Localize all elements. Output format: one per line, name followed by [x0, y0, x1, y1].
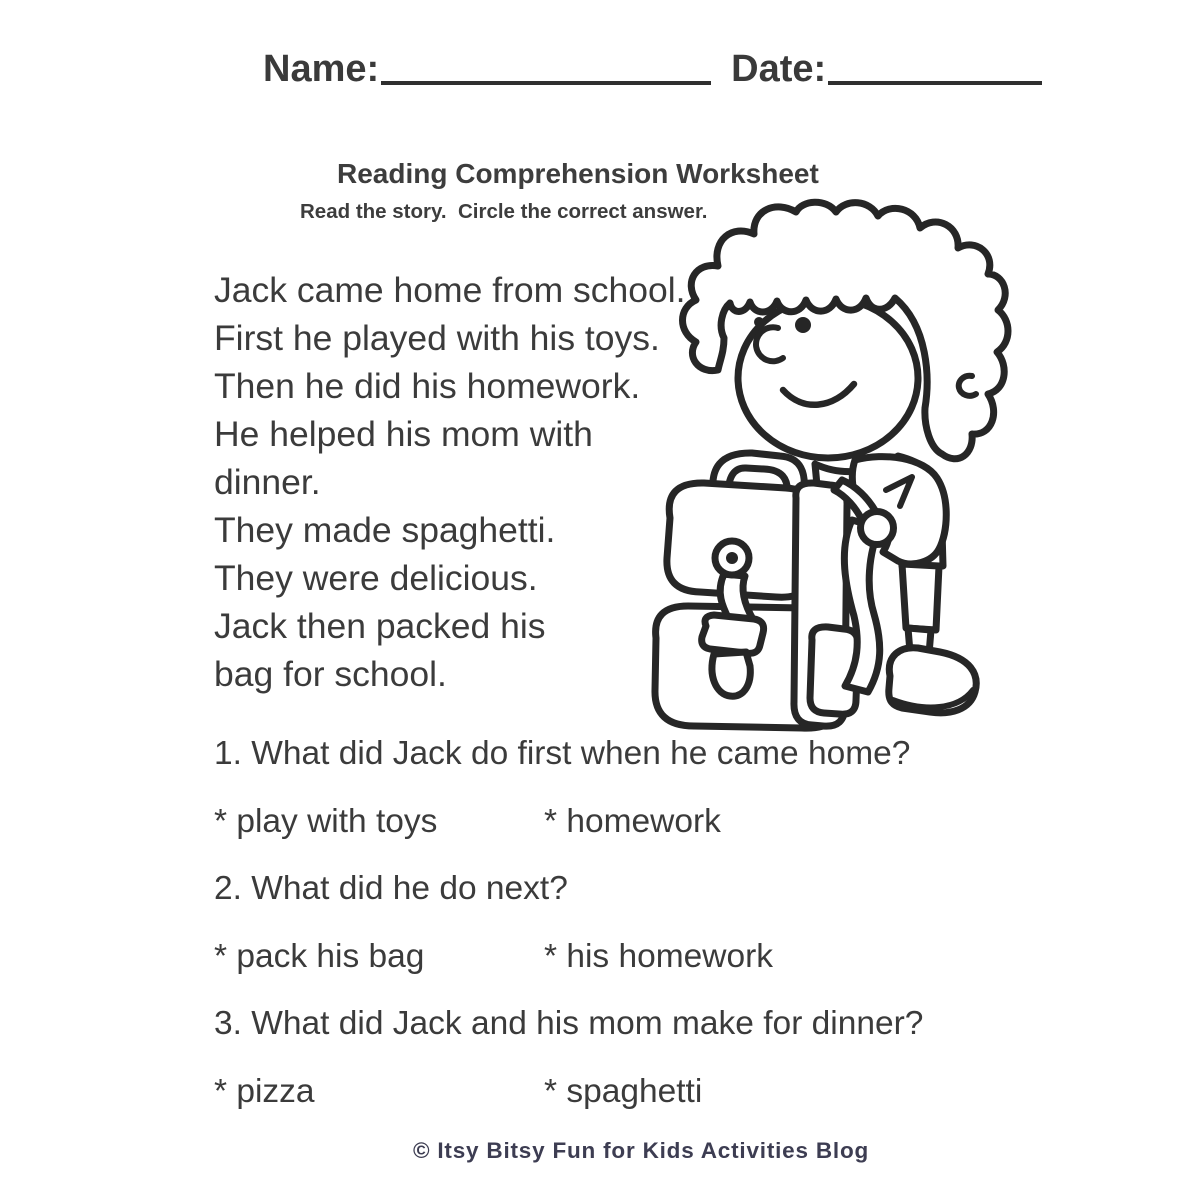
- boy-right-eye: [795, 317, 811, 333]
- name-date-row: [263, 48, 1042, 91]
- buckle-strap-keeper: [702, 615, 764, 653]
- question-prompt: 3. What did Jack and his mom make for dinner?: [214, 1005, 924, 1042]
- answer-option[interactable]: * spaghetti: [544, 1073, 703, 1110]
- answer-options-row: [214, 1073, 702, 1111]
- footer-credit: © Itsy Bitsy Fun for Kids Activities Blog: [412, 1138, 870, 1163]
- answer-options-row: [214, 938, 773, 976]
- questions-section: [214, 735, 1174, 1135]
- boy-hand: [861, 512, 894, 545]
- story-line: They were delicious.: [214, 558, 538, 598]
- story-line: Then he did his homework.: [214, 366, 641, 406]
- story-line: He helped his mom with: [214, 414, 593, 454]
- story-line: First he played with his toys.: [214, 318, 660, 358]
- story-line: Jack came home from school.: [214, 270, 686, 310]
- answer-option[interactable]: * his homework: [544, 938, 774, 975]
- story-line: bag for school.: [214, 654, 447, 694]
- boy-with-school-backpack-illustration: [640, 198, 1012, 750]
- buckle-pin: [726, 552, 738, 564]
- date-label: Date:: [731, 48, 827, 90]
- answer-option[interactable]: * pizza: [214, 1073, 315, 1110]
- name-blank-line[interactable]: [381, 80, 711, 85]
- story-line: They made spaghetti.: [214, 510, 556, 550]
- boy-left-eye: [754, 317, 764, 327]
- story-line: dinner.: [214, 462, 321, 502]
- question-prompt: 1. What did Jack do first when he came home?: [214, 735, 911, 772]
- boy-leg: [902, 564, 939, 630]
- story-line: Jack then packed his: [214, 606, 546, 646]
- answer-option[interactable]: * pack his bag: [214, 938, 425, 975]
- worksheet-title: Reading Comprehension Worksheet: [337, 158, 819, 189]
- boy-face: [738, 298, 918, 458]
- name-label: Name:: [263, 48, 380, 90]
- buckle-strap-tip: [712, 652, 750, 696]
- date-blank-line[interactable]: [828, 80, 1042, 85]
- answer-option[interactable]: * play with toys: [214, 803, 438, 840]
- worksheet-instructions: Read the story. Circle the correct answer.: [300, 200, 708, 223]
- answer-options-row: [214, 803, 721, 841]
- question-prompt: 2. What did he do next?: [214, 870, 568, 907]
- answer-option[interactable]: * homework: [544, 803, 721, 840]
